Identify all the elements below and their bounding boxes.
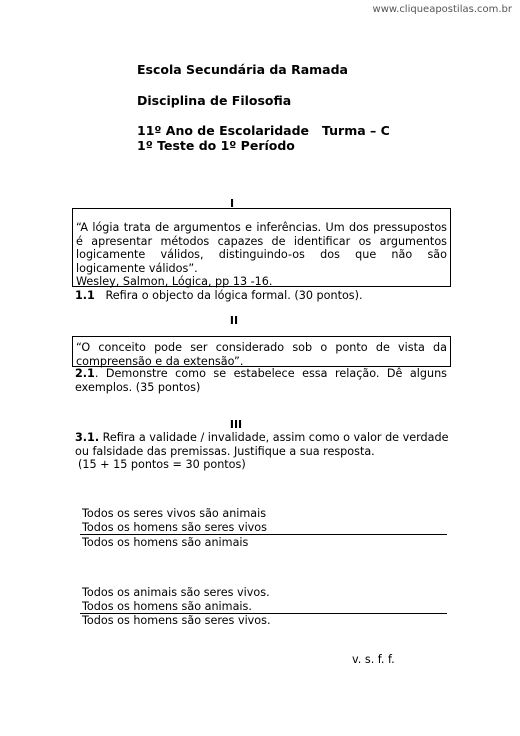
syllogism-1-divider — [80, 534, 447, 535]
syllogism-2-premise-2: Todos os homens são animais. — [82, 600, 252, 613]
syllogism-1-conclusion: Todos os homens são animais — [82, 536, 249, 549]
section-1-quote: “A lógia trata de argumentos e inferências. Um dos pressupostos é apresentar métodos capazes de identificar os argumentos logicamente válidos, distinguindo-os dos que não são logicamente válidos”. — [76, 221, 447, 275]
discipline-name: Disciplina de Filosofia — [137, 93, 292, 108]
school-year: 11º Ano de Escolaridade — [137, 123, 310, 138]
section-2-quote: “O conceito pode ser considerado sob o ponto de vista da compreensão e da extensão”. — [76, 341, 447, 368]
question-3-1-points: (15 + 15 pontos = 30 pontos) — [78, 458, 246, 471]
section-2-numeral: II — [229, 314, 239, 327]
page-footer-note: v. s. f. f. — [352, 653, 395, 666]
question-2-1-text: . Demonstre como se estabelece essa relação. Dê alguns exemplos. (35 pontos) — [75, 367, 447, 394]
question-2-1-number: 2.1 — [75, 367, 95, 380]
syllogism-2-conclusion: Todos os homens são seres vivos. — [82, 614, 271, 627]
class-name: Turma – C — [322, 123, 390, 138]
test-name: 1º Teste do 1º Período — [137, 138, 295, 153]
question-3-1-text: Refira a validade / invalidade, assim como o valor de verdade ou falsidade das premissas. Justifique a sua resposta. — [75, 431, 449, 458]
question-1-1-number: 1.1 — [75, 289, 95, 302]
section-1-quote-source: Wesley, Salmon, Lógica, pp 13 -16. — [76, 275, 273, 288]
section-1-quote-box — [72, 208, 451, 287]
question-2-1 — [75, 367, 447, 394]
school-name: Escola Secundária da Ramada — [137, 62, 348, 77]
question-1-1-text: Refira o objecto da lógica formal. (30 pontos). — [105, 289, 363, 302]
watermark: www.cliqueapostilas.com.br — [372, 4, 512, 15]
question-3-1 — [75, 431, 450, 458]
question-1-1 — [75, 289, 363, 303]
section-2-quote-box — [72, 336, 451, 367]
syllogism-1-premise-2: Todos os homens são seres vivos — [82, 521, 267, 534]
question-3-1-number: 3.1. — [75, 431, 100, 444]
section-3-numeral: III — [229, 418, 243, 431]
syllogism-1-premise-1: Todos os seres vivos são animais — [82, 507, 267, 520]
syllogism-2-premise-1: Todos os animais são seres vivos. — [82, 586, 270, 599]
section-1-numeral: I — [229, 197, 235, 210]
